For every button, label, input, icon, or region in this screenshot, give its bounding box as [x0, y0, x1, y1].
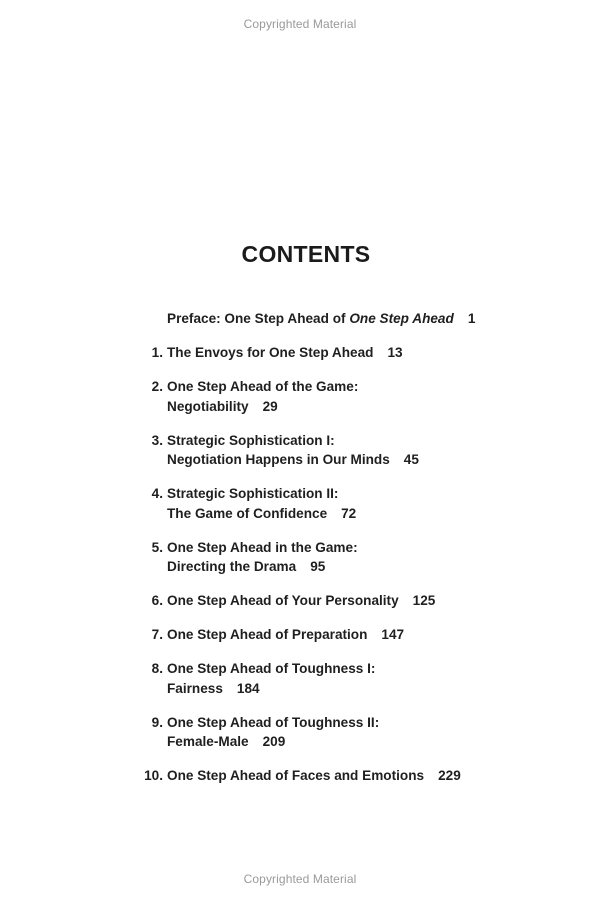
toc-entry-title: One Step Ahead of Your Personality — [167, 593, 399, 608]
toc-entry-number: 3. — [151, 432, 163, 448]
toc-entry-title-line2: Female-Male — [167, 734, 249, 749]
toc-entry-page: 72 — [341, 505, 357, 521]
toc-entry-title-line2: Directing the Drama — [167, 559, 297, 574]
toc-entry-2[interactable] — [0, 377, 600, 416]
toc-entry-number: 6. — [151, 593, 163, 608]
toc-entry-number: 5. — [151, 539, 163, 555]
toc-entry-title-line1: One Step Ahead in the Game: — [167, 539, 358, 555]
toc-entry-10[interactable] — [0, 766, 600, 786]
toc-entry-6[interactable] — [0, 591, 600, 611]
watermark-bottom: Copyrighted Material — [243, 872, 357, 886]
toc-entry-number: 2. — [151, 379, 163, 394]
toc-entry-5[interactable] — [0, 538, 600, 577]
toc-entry-title: One Step Ahead of Faces and Emotions — [167, 768, 425, 783]
toc-entry-page: 1 — [467, 311, 476, 326]
toc-entry-1[interactable] — [0, 343, 600, 363]
toc-entry-title-line1: Strategic Sophistication I: — [167, 432, 335, 448]
toc-entry-title-line1: Strategic Sophistication II: — [167, 486, 339, 501]
toc-entry-page: 147 — [381, 627, 405, 642]
toc-entry-title-line1: One Step Ahead of Toughness II: — [167, 714, 380, 730]
toc-entry-4[interactable] — [0, 484, 600, 523]
toc-entry-title-line2: Fairness — [167, 680, 223, 696]
toc-entry-title: The Envoys for One Step Ahead — [167, 345, 374, 360]
toc-entry-title-line2: Negotiability — [167, 398, 249, 414]
toc-entry-number: 10. — [144, 768, 163, 783]
watermark-top: Copyrighted Material — [243, 17, 357, 31]
table-of-contents — [0, 309, 600, 800]
toc-entry-page: 229 — [438, 768, 461, 783]
toc-entry-number: 1. — [151, 345, 163, 360]
toc-entry-page: 95 — [310, 559, 326, 574]
toc-entry-number: 9. — [151, 714, 163, 730]
toc-entry-preface[interactable] — [0, 309, 600, 329]
toc-entry-title-line1: One Step Ahead of the Game: — [167, 379, 359, 394]
toc-entry-title: One Step Ahead of Preparation — [167, 627, 368, 642]
toc-entry-page: 29 — [262, 398, 278, 414]
toc-entry-3[interactable] — [0, 431, 600, 470]
toc-entry-title-line2: Negotiation Happens in Our Minds — [167, 452, 390, 467]
toc-entry-page: 45 — [403, 452, 419, 467]
toc-entry-title-line1: One Step Ahead of Toughness I: — [167, 661, 376, 676]
toc-entry-7[interactable] — [0, 625, 600, 645]
toc-entry-page: 184 — [236, 680, 260, 696]
toc-entry-title-line2: The Game of Confidence — [167, 505, 328, 521]
toc-entry-number: 4. — [151, 486, 163, 501]
toc-entry-page: 125 — [412, 593, 436, 608]
toc-entry-title-italic: One Step Ahead — [349, 311, 454, 326]
toc-entry-number: 7. — [151, 627, 163, 642]
toc-entry-9[interactable] — [0, 713, 600, 752]
toc-entry-8[interactable] — [0, 659, 600, 698]
toc-entry-number: 8. — [151, 661, 163, 676]
toc-entry-page: 209 — [262, 734, 286, 749]
toc-entry-title: Preface: One Step Ahead of — [167, 311, 350, 326]
page-title: CONTENTS — [241, 241, 371, 267]
toc-entry-page: 13 — [387, 345, 403, 360]
